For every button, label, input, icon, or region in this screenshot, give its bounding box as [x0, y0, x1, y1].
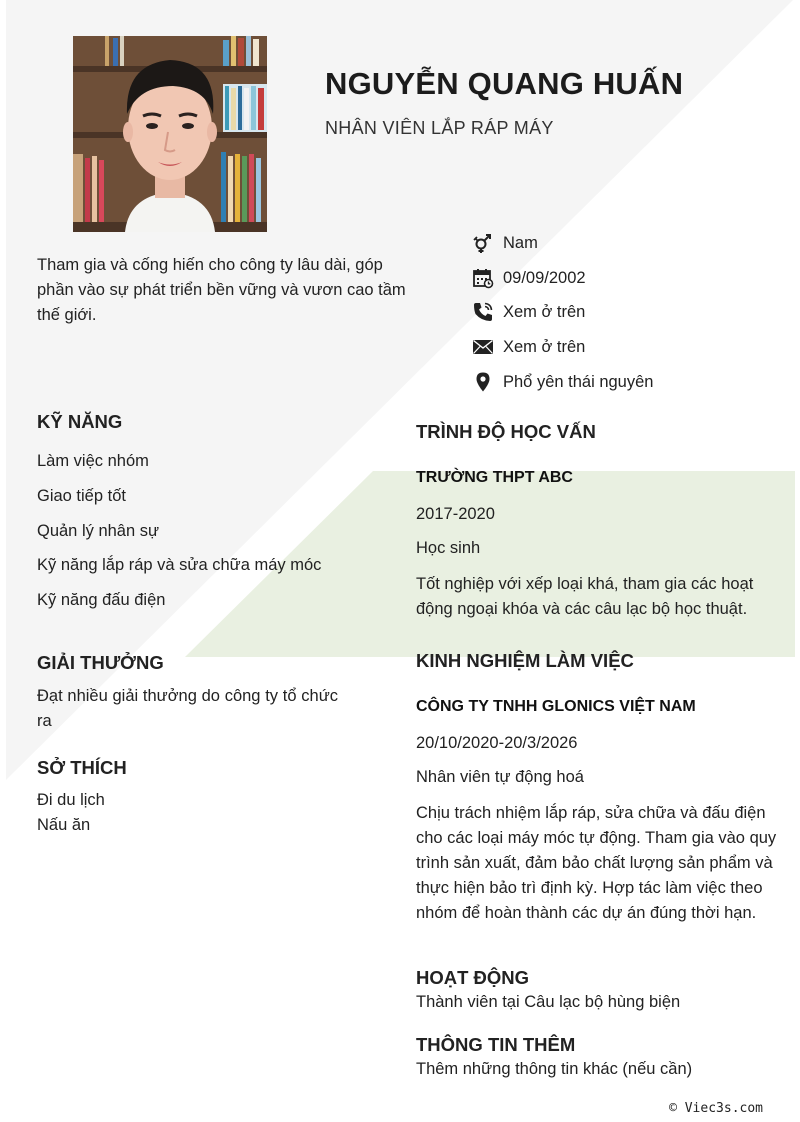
activities-heading: HOẠT ĐỘNG	[416, 967, 530, 988]
phone-icon	[472, 301, 494, 323]
education-description: Tốt nghiệp với xếp loại khá, tham gia các hoạt động ngoại khóa và các câu lạc bộ học thuật.	[416, 575, 754, 618]
skill-item: Kỹ năng đấu điện	[37, 591, 166, 609]
experience-role: Nhân viên tự động hoá	[416, 768, 584, 786]
experience-heading: KINH NGHIỆM LÀM VIỆC	[416, 650, 634, 671]
copyright-footer: © Viec3s.com	[669, 1101, 763, 1116]
awards-text: Đạt nhiều giải thưởng do công ty tổ chức ra	[37, 687, 338, 730]
hobby-item: Nấu ăn	[37, 816, 91, 834]
email-value: Xem ở trên	[503, 337, 586, 356]
extra-info-text: Thêm những thông tin khác (nếu cần)	[416, 1060, 693, 1078]
contact-gender	[472, 230, 538, 256]
job-title: NHÂN VIÊN LẮP RÁP MÁY	[325, 118, 554, 138]
candidate-name: NGUYỄN QUANG HUẤN	[325, 66, 684, 101]
career-objective: Tham gia và cống hiến cho công ty lâu dài, góp phần vào sự phát triển bền vững và vươn cao tầm thế giới.	[37, 256, 406, 324]
school-name: TRƯỜNG THPT ABC	[416, 469, 573, 486]
mail-icon	[472, 336, 494, 358]
address-value: Phổ yên thái nguyên	[503, 372, 654, 391]
activities-text: Thành viên tại Câu lạc bộ hùng biện	[416, 993, 681, 1011]
awards-heading: GIẢI THƯỞNG	[37, 652, 164, 673]
contact-birthdate	[472, 265, 586, 291]
education-period: 2017-2020	[416, 505, 495, 523]
profile-photo	[73, 36, 267, 232]
experience-description: Chịu trách nhiệm lắp ráp, sửa chữa và đấu điện cho các loại máy móc tự động. Tham gia vào quy trình sản xuất, đảm bảo chất lượng sản phẩm và thực hiện bảo trì định kỳ. Hợp tác làm việc theo nhóm để hoàn thành các dự án đúng thời hạn.	[416, 804, 777, 922]
contact-address	[472, 369, 653, 395]
location-pin-icon	[472, 371, 494, 393]
contact-email	[472, 334, 585, 360]
skill-item: Giao tiếp tốt	[37, 487, 126, 505]
gender-icon	[472, 232, 494, 254]
hobbies-heading: SỞ THÍCH	[37, 757, 127, 778]
education-heading: TRÌNH ĐỘ HỌC VẤN	[416, 421, 596, 442]
extra-info-heading: THÔNG TIN THÊM	[416, 1034, 576, 1055]
company-name: CÔNG TY TNHH GLONICS VIỆT NAM	[416, 698, 696, 715]
skills-heading: KỸ NĂNG	[37, 411, 123, 432]
phone-value: Xem ở trên	[503, 302, 586, 321]
skill-item: Làm việc nhóm	[37, 452, 149, 470]
skill-item: Quản lý nhân sự	[37, 522, 160, 540]
experience-period: 20/10/2020-20/3/2026	[416, 734, 578, 752]
birthdate-value: 09/09/2002	[503, 268, 586, 287]
hobby-item: Đi du lịch	[37, 791, 105, 809]
calendar-icon	[472, 267, 494, 289]
skill-item: Kỹ năng lắp ráp và sửa chữa máy móc	[37, 556, 322, 574]
contact-phone	[472, 299, 585, 325]
education-role: Học sinh	[416, 539, 481, 557]
gender-value: Nam	[503, 233, 538, 252]
